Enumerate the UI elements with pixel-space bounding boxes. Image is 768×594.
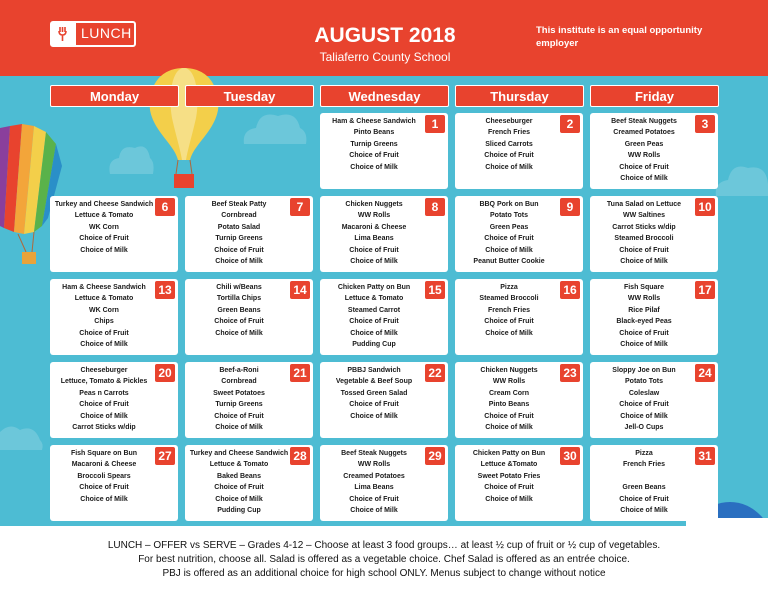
menu-item: Choice of Fruit — [214, 412, 264, 420]
menu-item: Choice of Milk — [215, 424, 263, 432]
date-number: 21 — [290, 364, 310, 382]
menu-items — [594, 199, 694, 267]
menu-item: Choice of Milk — [350, 507, 398, 515]
menu-items — [189, 448, 289, 516]
menu-item: Choice of Milk — [350, 329, 398, 337]
menu-items — [459, 282, 559, 339]
day-cell — [320, 279, 448, 355]
day-header-wednesday: Wednesday — [320, 85, 449, 107]
menu-item: Choice of Milk — [485, 246, 533, 254]
day-header-friday: Friday — [590, 85, 719, 107]
date-number: 29 — [425, 447, 445, 465]
menu-item: Black-eyed Peas — [616, 318, 672, 326]
footer-line-2: For best nutrition, choose all. Salad is offered as a vegetable choice. Chef Salad is offered as an entrée choice. — [138, 554, 630, 565]
menu-item: Choice of Fruit — [79, 329, 129, 337]
footer-line-1: LUNCH – OFFER vs SERVE – Grades 4-12 – Choose at least 3 food groups… at least ½ cup of fruit or ½ cup of vegetables. — [107, 540, 661, 551]
menu-item: Cheeseburger — [485, 118, 533, 125]
menu-item: Vegetable & Beef Soup — [335, 378, 413, 386]
menu-item: Choice of Milk — [485, 424, 533, 432]
date-number: 6 — [155, 198, 175, 216]
menu-item: Choice of Fruit — [484, 412, 534, 420]
cloud-icon — [0, 412, 44, 452]
menu-item: Choice of Milk — [620, 341, 668, 349]
menu-item: Broccoli Spears — [77, 472, 131, 480]
menu-item: Choice of Milk — [215, 329, 263, 337]
date-number: 3 — [695, 115, 715, 133]
menu-items — [54, 199, 154, 256]
day-cell — [185, 196, 313, 272]
menu-item: Choice of Fruit — [619, 329, 669, 337]
date-number: 8 — [425, 198, 445, 216]
menu-item: Peanut Butter Cookie — [473, 258, 545, 266]
menu-item: Choice of Fruit — [619, 495, 669, 503]
menu-item: Turnip Greens — [350, 140, 398, 148]
date-number: 14 — [290, 281, 310, 299]
menu-item: Rice Pilaf — [628, 306, 660, 314]
menu-items — [54, 448, 154, 505]
school-name: Taliaferro County School — [319, 50, 451, 64]
menu-items — [459, 199, 559, 267]
menu-item: Chicken Patty on Bun — [337, 284, 411, 291]
menu-item: Cornbread — [221, 378, 257, 386]
menu-item: Turkey and Cheese Sandwich — [54, 201, 154, 208]
date-number: 16 — [560, 281, 580, 299]
menu-item: Sloppy Joe on Bun — [612, 367, 676, 374]
menu-item: Choice of Milk — [215, 495, 263, 503]
menu-item: Steamed Broccoli — [614, 235, 674, 243]
menu-item: WW Rolls — [627, 295, 661, 303]
menu-item: Choice of Milk — [80, 412, 128, 420]
menu-item: Choice of Fruit — [214, 246, 264, 254]
menu-item: Choice of Fruit — [214, 318, 264, 326]
menu-item: WW Rolls — [492, 378, 526, 386]
menu-items — [594, 282, 694, 350]
menu-item: Choice of Fruit — [79, 401, 129, 409]
cloud-icon — [240, 106, 310, 146]
day-cell — [455, 279, 583, 355]
menu-items — [594, 365, 694, 433]
menu-item: BBQ Pork on Bun — [479, 201, 539, 208]
menu-item: Choice of Fruit — [79, 235, 129, 243]
menu-item: WW Rolls — [357, 212, 391, 220]
day-cell — [590, 445, 718, 521]
menu-item: Choice of Fruit — [484, 318, 534, 326]
menu-item: Pinto Beans — [488, 401, 530, 409]
menu-item: Pudding Cup — [352, 341, 396, 349]
menu-items — [324, 448, 424, 516]
menu-item: Choice of Fruit — [79, 484, 129, 492]
menu-item: Choice of Fruit — [619, 163, 669, 171]
menu-item: Green Beans — [217, 306, 261, 314]
menu-item: Sliced Carrots — [485, 140, 533, 148]
menu-items — [324, 282, 424, 350]
menu-item: WK Corn — [89, 306, 119, 314]
menu-item: Choice of Fruit — [214, 484, 264, 492]
day-cell — [185, 445, 313, 521]
menu-item: Choice of Milk — [215, 258, 263, 266]
menu-item: Creamed Potatoes — [613, 129, 675, 137]
menu-item: Choice of Milk — [620, 175, 668, 183]
menu-item: WW Saltines — [622, 212, 665, 220]
day-cell — [50, 445, 178, 521]
day-cell — [455, 362, 583, 438]
menu-item: Lettuce & Tomato — [74, 295, 134, 303]
menu-item: Choice of Milk — [350, 163, 398, 171]
day-cell — [185, 279, 313, 355]
menu-item: Jell-O Cups — [624, 424, 664, 432]
menu-item — [594, 471, 694, 482]
menu-item: Tuna Salad on Lettuce — [606, 201, 682, 208]
menu-item: Sweet Potato Fries — [477, 472, 541, 480]
menu-items — [189, 199, 289, 267]
menu-items — [459, 365, 559, 433]
fork-icon — [52, 23, 76, 45]
date-number: 30 — [560, 447, 580, 465]
menu-item: Chips — [94, 318, 114, 326]
day-cell — [590, 196, 718, 272]
menu-items — [54, 282, 154, 350]
menu-item: Lettuce, Tomato & Pickles — [60, 378, 148, 386]
menu-item: Fish Square on Bun — [70, 450, 138, 457]
menu-item: Pizza — [500, 284, 518, 291]
menu-item: Turnip Greens — [215, 235, 263, 243]
date-number: 24 — [695, 364, 715, 382]
date-number: 13 — [155, 281, 175, 299]
menu-item: Tortilla Chips — [216, 295, 262, 303]
menu-item: Cornbread — [221, 212, 257, 220]
menu-item: French Fries — [622, 461, 665, 469]
menu-item: Beef-a-Roni — [219, 367, 259, 374]
menu-item: Choice of Milk — [80, 341, 128, 349]
menu-item: Lettuce & Tomato — [344, 295, 404, 303]
menu-item: Choice of Fruit — [484, 484, 534, 492]
day-cell — [320, 362, 448, 438]
menu-item: Carrot Sticks w/dip — [612, 223, 676, 231]
date-number: 22 — [425, 364, 445, 382]
day-cell — [50, 196, 178, 272]
menu-items — [324, 365, 424, 422]
menu-item: Choice of Milk — [485, 329, 533, 337]
menu-item: Choice of Milk — [350, 412, 398, 420]
menu-item: Lettuce &Tomato — [480, 461, 538, 469]
menu-item: Choice of Fruit — [349, 246, 399, 254]
day-cell — [455, 113, 583, 189]
menu-item: Peas n Carrots — [79, 389, 129, 397]
menu-item: WW Rolls — [627, 152, 661, 160]
day-cell — [320, 445, 448, 521]
day-cell — [590, 279, 718, 355]
menu-item: Choice of Milk — [620, 412, 668, 420]
day-cell — [590, 113, 718, 189]
day-cell — [50, 279, 178, 355]
menu-item: Tossed Green Salad — [340, 389, 408, 397]
date-number: 15 — [425, 281, 445, 299]
menu-item: Carrot Sticks w/dip — [72, 424, 136, 432]
day-cell — [185, 362, 313, 438]
date-number: 7 — [290, 198, 310, 216]
footer — [0, 526, 768, 594]
menu-item: Beef Steak Nuggets — [341, 450, 407, 457]
menu-item: Lettuce & Tomato — [209, 461, 269, 469]
menu-item: Choice of Milk — [350, 258, 398, 266]
menu-item: Choice of Milk — [485, 163, 533, 171]
menu-item: Choice of Milk — [80, 495, 128, 503]
menu-items — [594, 116, 694, 184]
menu-item: Choice of Fruit — [349, 401, 399, 409]
menu-item: Chili w/Beans — [216, 284, 262, 291]
menu-item: Coleslaw — [628, 389, 660, 397]
menu-item: Beef Steak Nuggets — [611, 118, 677, 125]
menu-item: Turnip Greens — [215, 401, 263, 409]
menu-item: Choice of Fruit — [484, 235, 534, 243]
menu-item: Steamed Broccoli — [479, 295, 539, 303]
menu-item: Macaroni & Cheese — [341, 223, 407, 231]
date-number: 10 — [695, 198, 715, 216]
menu-item: Pizza — [635, 450, 653, 457]
menu-item: PBBJ Sandwich — [347, 367, 401, 374]
day-cell — [455, 445, 583, 521]
equal-opportunity-statement: This institute is an equal opportunity employer — [536, 25, 703, 49]
menu-item: Chicken Patty on Bun — [472, 450, 546, 457]
date-number: 31 — [695, 447, 715, 465]
date-number: 2 — [560, 115, 580, 133]
menu-item: Cream Corn — [488, 389, 530, 397]
menu-item: Potato Tots — [625, 378, 663, 386]
menu-item: Potato Salad — [217, 223, 261, 231]
day-header-monday: Monday — [50, 85, 179, 107]
day-header-thursday: Thursday — [455, 85, 584, 107]
menu-item: Baked Beans — [217, 472, 261, 480]
menu-item: Steamed Carrot — [347, 306, 401, 314]
menu-item: Choice of Milk — [620, 258, 668, 266]
menu-item: Choice of Fruit — [349, 152, 399, 160]
menu-item: WK Corn — [89, 223, 119, 231]
date-number: 9 — [560, 198, 580, 216]
menu-item: Choice of Milk — [485, 495, 533, 503]
date-number: 20 — [155, 364, 175, 382]
menu-item: Green Beans — [622, 484, 666, 492]
date-number: 1 — [425, 115, 445, 133]
day-cell — [320, 113, 448, 189]
day-cell — [590, 362, 718, 438]
menu-item: Turkey and Cheese Sandwich — [189, 450, 289, 457]
menu-item: Choice of Fruit — [619, 246, 669, 254]
menu-item: Sweet Potatoes — [213, 389, 265, 397]
menu-item: Lima Beans — [354, 235, 394, 243]
menu-items — [54, 365, 154, 433]
menu-item: Choice of Milk — [620, 507, 668, 515]
cloud-icon — [712, 154, 768, 198]
day-cell — [455, 196, 583, 272]
date-number: 28 — [290, 447, 310, 465]
menu-item: Pudding Cup — [217, 507, 261, 515]
menu-item: French Fries — [487, 129, 530, 137]
menu-items — [189, 365, 289, 433]
menu-item: Lima Beans — [354, 484, 394, 492]
menu-item: Beef Steak Patty — [211, 201, 267, 208]
menu-items — [459, 448, 559, 505]
menu-items — [324, 199, 424, 267]
menu-items — [324, 116, 424, 173]
lunch-badge-label: LUNCH — [81, 25, 132, 41]
menu-item: Fish Square — [623, 284, 665, 291]
menu-item: French Fries — [487, 306, 530, 314]
menu-item: Choice of Milk — [80, 246, 128, 254]
date-number: 23 — [560, 364, 580, 382]
menu-items — [459, 116, 559, 173]
menu-items — [594, 448, 694, 516]
menu-item: Pinto Beans — [353, 129, 395, 137]
menu-item: WW Rolls — [357, 461, 391, 469]
menu-item: Chicken Nuggets — [345, 201, 403, 208]
page-title: AUGUST 2018 — [314, 24, 456, 47]
day-cell — [50, 362, 178, 438]
menu-item: Ham & Cheese Sandwich — [62, 284, 146, 291]
menu-item: Lettuce & Tomato — [74, 212, 134, 220]
menu-items — [189, 282, 289, 339]
menu-item: Cheeseburger — [80, 367, 128, 374]
menu-item: Choice of Fruit — [349, 495, 399, 503]
menu-item: Green Peas — [489, 223, 529, 231]
menu-item: Ham & Cheese Sandwich — [332, 118, 416, 125]
menu-item: Chicken Nuggets — [480, 367, 538, 374]
menu-item: Green Peas — [624, 140, 664, 148]
footer-line-3: PBJ is offered as an additional choice for high school ONLY. Menus subject to change without notice — [162, 568, 606, 579]
menu-item: Creamed Potatoes — [343, 472, 405, 480]
date-number: 17 — [695, 281, 715, 299]
menu-item: Choice of Fruit — [349, 318, 399, 326]
menu-item: Choice of Fruit — [619, 401, 669, 409]
menu-item: Macaroni & Cheese — [71, 461, 137, 469]
day-header-tuesday: Tuesday — [185, 85, 314, 107]
day-cell — [320, 196, 448, 272]
menu-item: Choice of Fruit — [484, 152, 534, 160]
date-number: 27 — [155, 447, 175, 465]
lunch-badge — [50, 21, 136, 47]
menu-item: Potato Tots — [490, 212, 528, 220]
